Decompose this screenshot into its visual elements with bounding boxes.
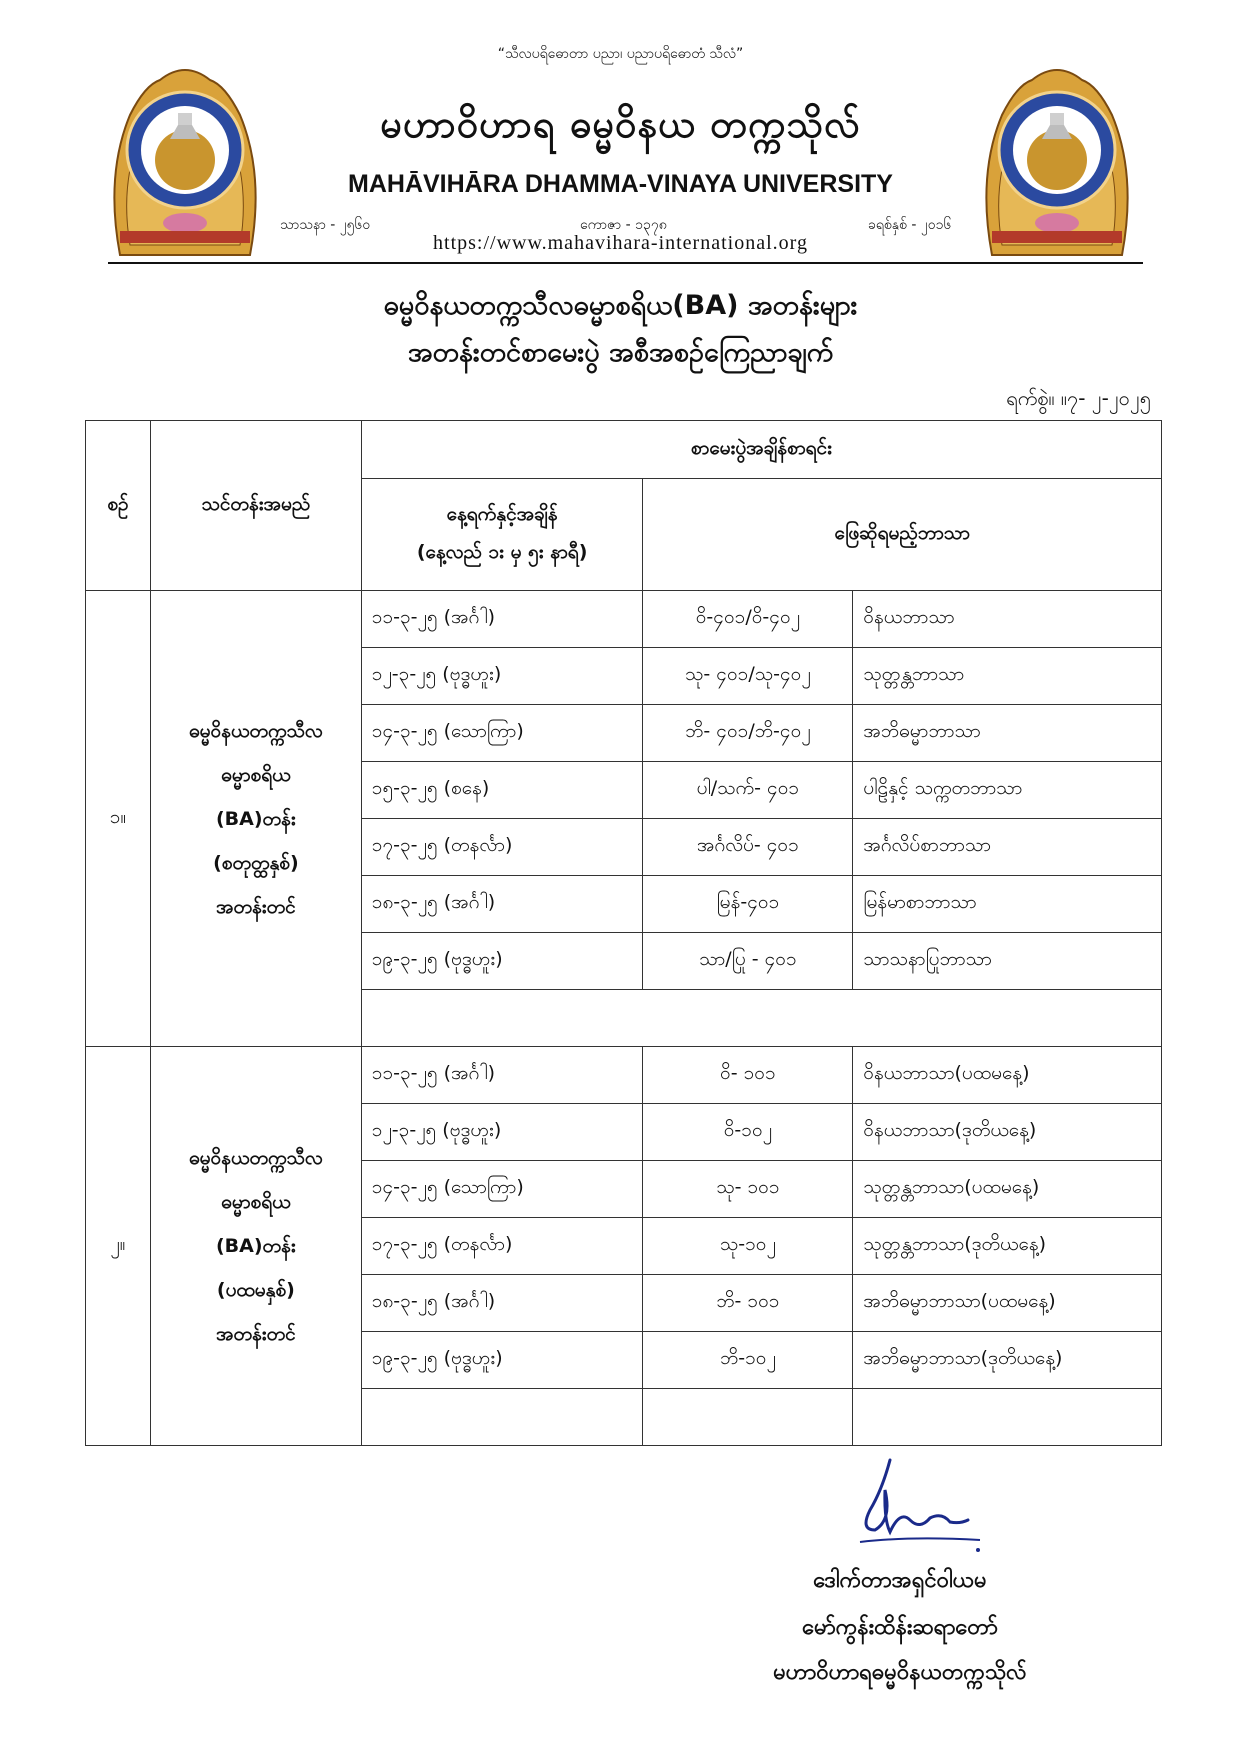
motto: “သီလပရိဓောတာ ပညာ၊ ပညာပရိဓောတံ သီလံ” xyxy=(497,46,744,62)
exam-date: ၁၇-၃-၂၅ (တနင်္လာ) xyxy=(361,1218,643,1275)
subject-name: သာသနာပြုဘာသာ xyxy=(853,933,1162,990)
subject-code: ဝိ- ၁၀၁ xyxy=(643,1047,853,1104)
group-number: ၁။ xyxy=(86,591,151,1047)
subject-code: သု- ၄၀၁/သု-၄၀၂ xyxy=(643,648,853,705)
subject-name: အဘိဓမ္မာဘာသာ(ဒုတိယနေ့) xyxy=(853,1332,1162,1389)
subject-name: သုတ္တန္တဘာသာ(ဒုတိယနေ့) xyxy=(853,1218,1162,1275)
subject-name: သုတ္တန္တဘာသာ(ပထမနေ့) xyxy=(853,1161,1162,1218)
subject-code: အင်္ဂလိပ်- ၄၀၁ xyxy=(643,819,853,876)
subject-code: ဘိ- ၁၀၁ xyxy=(643,1275,853,1332)
header-date-time xyxy=(361,479,643,591)
subject-name: ဝိနယဘာသာ(ဒုတိယနေ့) xyxy=(853,1104,1162,1161)
class-name-cell xyxy=(150,1047,361,1446)
exam-date: ၁၉-၃-၂၅ (ဗုဒ္ဓဟူး) xyxy=(361,1332,643,1389)
blank-cell xyxy=(361,990,1161,1047)
blank-cell xyxy=(853,1389,1162,1446)
signatory-university: မဟာဝိဟာရဓမ္မဝိနယတက္ကသိုလ် xyxy=(773,1660,1027,1685)
subject-code: ဘိ-၁၀၂ xyxy=(643,1332,853,1389)
class-name-cell xyxy=(150,591,361,1047)
university-name-english: MAHĀVIHĀRA DHAMMA-VINAYA UNIVERSITY xyxy=(348,170,893,198)
exam-date: ၁၂-၃-၂၅ (ဗုဒ္ဓဟူး) xyxy=(361,648,643,705)
announcement-title: ဓမ္မဝိနယတက္ကသီလဓမ္မာစရိယ(BA) အတန်းများ xyxy=(383,290,858,321)
exam-date: ၁၁-၃-၂၅ (အင်္ဂါ) xyxy=(361,1047,643,1104)
signatory-title: မော်ကွန်းထိန်းဆရာတော် xyxy=(802,1615,998,1640)
exam-date: ၁၅-၃-၂၅ (စနေ) xyxy=(361,762,643,819)
table-row xyxy=(86,591,1162,648)
myanmar-year: ကောဇာ - ၁၃၇၈ xyxy=(580,217,667,233)
header-schedule: စာမေးပွဲအချိန်စာရင်း xyxy=(361,421,1161,479)
class-name-line: (စတုတ္ထနှစ်) xyxy=(213,851,299,874)
class-name-line: အတန်းတင် xyxy=(216,895,296,918)
class-name-line: ဓမ္မာစရိယ xyxy=(221,763,291,786)
sasana-year: သာသနာ - ၂၅၆၀ xyxy=(280,217,371,233)
header-divider xyxy=(108,262,1143,264)
exam-date: ၁၂-၃-၂၅ (ဗုဒ္ဓဟူး) xyxy=(361,1104,643,1161)
subject-name: သုတ္တန္တဘာသာ xyxy=(853,648,1162,705)
blank-cell xyxy=(643,1389,853,1446)
subject-code: သာ/ပြု - ၄၀၁ xyxy=(643,933,853,990)
header-no: စဉ် xyxy=(86,421,151,591)
subject-name: အဘိဓမ္မာဘာသာ(ပထမနေ့) xyxy=(853,1275,1162,1332)
exam-date: ၁၄-၃-၂၅ (သောကြာ) xyxy=(361,705,643,762)
subject-code: သု- ၁၀၁ xyxy=(643,1161,853,1218)
header-date-line2: (နေ့လည် ၁း မှ ၅း နာရီ) xyxy=(416,540,588,563)
exam-schedule-table xyxy=(85,420,1162,1446)
class-name-line: (ပထမနှစ်) xyxy=(216,1279,295,1301)
exam-date: ၁၈-၃-၂၅ (အင်္ဂါ) xyxy=(361,1275,643,1332)
subject-code: ပါ/သက်- ၄၀၁ xyxy=(643,762,853,819)
header-date-line1: နေ့ရက်နှင့်အချိန် xyxy=(446,502,558,525)
class-name-line: ဓမ္မဝိနယတက္ကသီလ xyxy=(188,1147,323,1169)
announcement-date: ရက်စွဲ။ ။၇- ၂-၂၀၂၅ xyxy=(1006,386,1151,410)
header-class-name: သင်တန်းအမည် xyxy=(150,421,361,591)
subject-code: သု-၁၀၂ xyxy=(643,1218,853,1275)
subject-code: ဝိ-၄၀၁/ဝိ-၄၀၂ xyxy=(643,591,853,648)
announcement-subtitle: အတန်းတင်စာမေးပွဲ အစီအစဉ်ကြေညာချက် xyxy=(407,337,834,368)
class-name-line: အတန်းတင် xyxy=(216,1323,296,1345)
group-number: ၂။ xyxy=(86,1047,151,1446)
exam-date: ၁၄-၃-၂၅ (သောကြာ) xyxy=(361,1161,643,1218)
class-name-line: (BA)တန်း xyxy=(216,1235,296,1257)
exam-date: ၁၈-၃-၂၅ (အင်္ဂါ) xyxy=(361,876,643,933)
class-name-line: ဓမ္မာစရိယ xyxy=(221,1191,291,1213)
university-name-myanmar: မဟာဝိဟာရ ဓမ္မဝိနယ တက္ကသိုလ် xyxy=(380,102,861,146)
blank-cell xyxy=(361,1389,643,1446)
class-name-line: (BA)တန်း xyxy=(216,807,296,830)
subject-name: ဝိနယဘာသာ(ပထမနေ့) xyxy=(853,1047,1162,1104)
signature-image xyxy=(830,1450,1000,1560)
subject-code: ဝိ-၁၀၂ xyxy=(643,1104,853,1161)
website-url: https://www.mahavihara-international.org xyxy=(433,232,808,254)
subject-code: ဘိ- ၄၀၁/ဘိ-၄၀၂ xyxy=(643,705,853,762)
signatory-name: ဒေါက်တာအရှင်ဝါယမ xyxy=(813,1568,987,1593)
table-row xyxy=(86,1047,1162,1104)
subject-name: အင်္ဂလိပ်စာဘာသာ xyxy=(853,819,1162,876)
class-name-line: ဓမ္မဝိနယတက္ကသီလ xyxy=(188,719,323,742)
exam-date: ၁၁-၃-၂၅ (အင်္ဂါ) xyxy=(361,591,643,648)
subject-name: ဝိနယဘာသာ xyxy=(853,591,1162,648)
subject-name: မြန်မာစာဘာသာ xyxy=(853,876,1162,933)
exam-date: ၁၉-၃-၂၅ (ဗုဒ္ဓဟူး) xyxy=(361,933,643,990)
subject-name: ပါဠိနှင့် သက္ကတဘာသာ xyxy=(853,762,1162,819)
exam-date: ၁၇-၃-၂၅ (တနင်္လာ) xyxy=(361,819,643,876)
subject-code: မြန်-၄၀၁ xyxy=(643,876,853,933)
subject-name: အဘိဓမ္မာဘာသာ xyxy=(853,705,1162,762)
header-subject: ဖြေဆိုရမည့်ဘာသာ xyxy=(643,479,1162,591)
ce-year: ခရစ်နှစ် - ၂၀၁၆ xyxy=(868,217,952,233)
